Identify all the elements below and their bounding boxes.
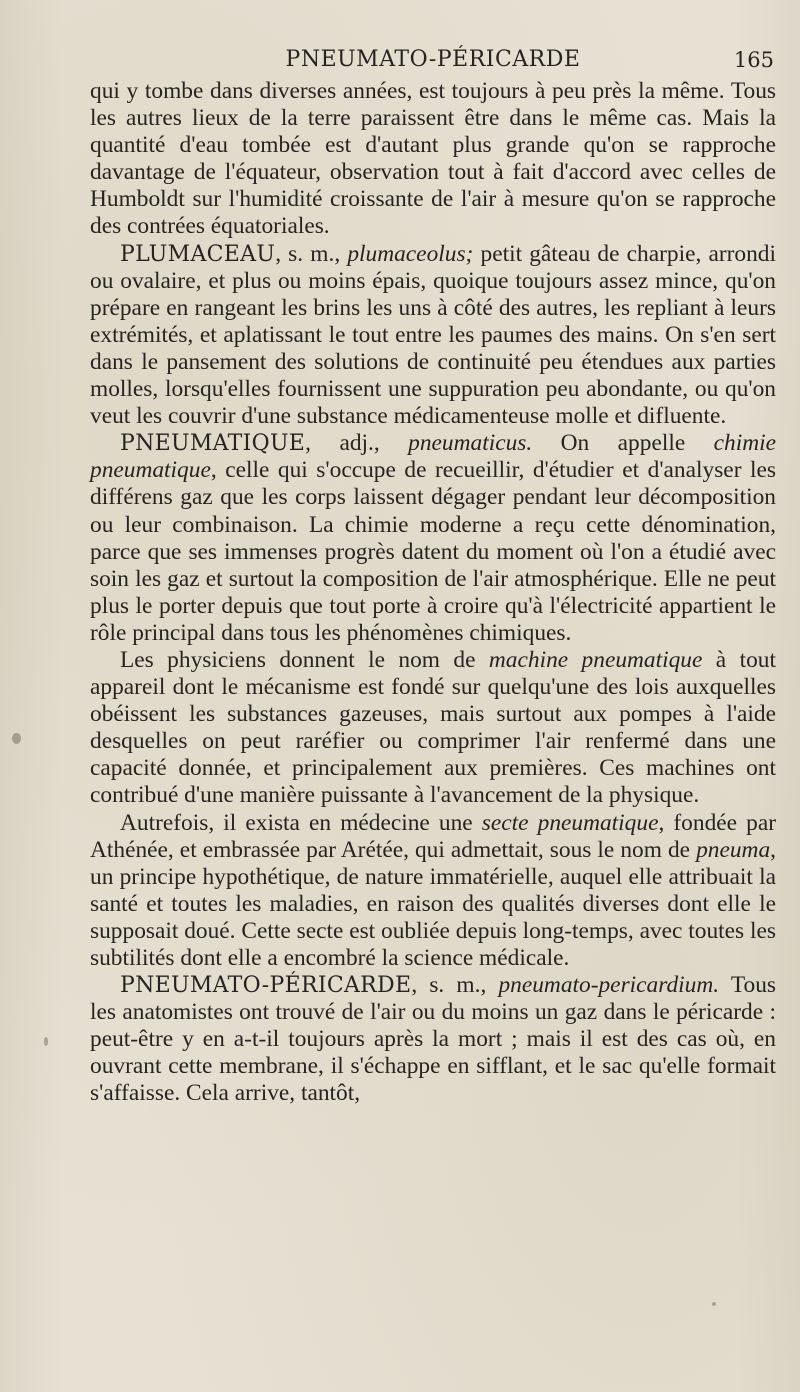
paper-speck (712, 1302, 716, 1306)
entry-pos: , s. m., (275, 240, 348, 267)
paragraph-text-cont: , fondée par Athénée, et embrassée par Arétée, qui admettait, sous le nom de (90, 809, 776, 863)
entry-latin: pneumato-pericardium. (498, 972, 720, 999)
entry-term: chimie pneumatique (90, 430, 776, 484)
running-head (92, 44, 774, 76)
paper-speck (12, 733, 21, 744)
entry-pos: , s. m., (411, 972, 499, 999)
entry-pneumatique (90, 430, 776, 647)
running-title: PNEUMATO-PÉRICARDE (285, 47, 581, 72)
entry-headword: PLUMACEAU (120, 241, 276, 267)
paragraph-text: Autrefois, il exista en médecine une (120, 809, 482, 836)
entry-definition: petit gâteau de charpie, arrondi ou ovalaire, et plus ou moins épais, quoique toujours assez mince, qu'on prépare en rangeant les brins les uns à côté des autres, les repliant à leurs extrémités, et aplatissant le tout entre les paumes des mains. On s'en sert dans le pansement des solutions de continuité peu étendues aux parties molles, lorsqu'elles fournissent une suppuration peu abondante, ou qu'on veut les couvrir d'une substance médicamenteuse molle et difluente. (90, 240, 777, 430)
paragraph-text-cont: à tout appareil dont le mécanisme est fondé sur quelqu'une des lois auxquelles obéissent les substances gazeuses, mais surtout aux pompes à l'aide desquelles on peut raréfier ou comprimer l'air renfermé dans une capacité donnée, et principalement aux premières. Ces machines ont contribué d'une manière puissante à l'avancement de la physique. (90, 646, 776, 809)
paragraph-term: machine pneumatique (488, 646, 703, 673)
paragraph-term-pneuma: pneuma (696, 836, 771, 863)
entry-headword: PNEUMATIQUE (120, 431, 306, 457)
entry-definition: On appelle (532, 430, 714, 457)
paragraph-machine-pneumatique (90, 647, 776, 810)
entry-definition-cont: , celle qui s'occupe de recueillir, d'étudier et d'analyser les différens gaz que les corps laissent dégager pendant leur décomposition ou leur combinaison. La chimie moderne a reçu cette dénomination, parce que ses immenses progrès datent du moment où l'on a étudié avec soin les gaz et surtout la composition de l'air atmosphérique. Elle ne peut plus le porter depuis que tout porte à croire qu'à l'électricité appartient le rôle principal dans tous les phénomènes chimiques. (90, 457, 776, 646)
entry-latin: pneumaticus. (408, 430, 533, 457)
text-body (90, 78, 776, 1108)
paragraph-text: Les physiciens donnent le nom de (120, 646, 489, 673)
entry-pneumato-pericarde (90, 972, 776, 1107)
entry-definition: Tous les anatomistes ont trouvé de l'air ou du moins un gaz dans le péricarde : peut-être y en a-t-il toujours après la mort ; mais il est des cas où, en ouvrant cette membrane, il s'échappe en sifflant, et le sac qu'elle formait s'affaisse. Cela arrive, tantôt, (90, 972, 776, 1107)
entry-pos: , adj., (305, 430, 409, 457)
paragraph-secte-pneumatique (90, 810, 776, 973)
paragraph-text: qui y tombe dans diverses années, est toujours à peu près la même. Tous les autres lieux de la terre paraissent être dans le même cas. Mais la quantité d'eau tombée est d'autant plus grande qu'on se rapproche davantage de l'équateur, observation tout à fait d'accord avec celles de Humboldt sur l'humidité croissante de l'air à mesure qu'on se rapproche des contrées équatoriales. (90, 78, 776, 240)
entry-headword: PNEUMATO-PÉRICARDE (120, 973, 412, 999)
entry-latin: plumaceolus; (347, 240, 474, 267)
paper-speck (44, 1037, 48, 1046)
page-number: 165 (733, 48, 774, 72)
paragraph-term: secte pneumatique (481, 809, 659, 836)
entry-plumaceau (90, 241, 776, 431)
paragraph-text-end: , un principe hypothétique, de nature immatérielle, auquel elle attribuait la santé et toutes les maladies, en raison des qualités diverses dont elle le supposait doué. Cette secte est oubliée depuis long-temps, avec toutes les subtilités dont elle a encombré la science médicale. (90, 836, 776, 971)
paragraph-continuation (90, 78, 776, 241)
